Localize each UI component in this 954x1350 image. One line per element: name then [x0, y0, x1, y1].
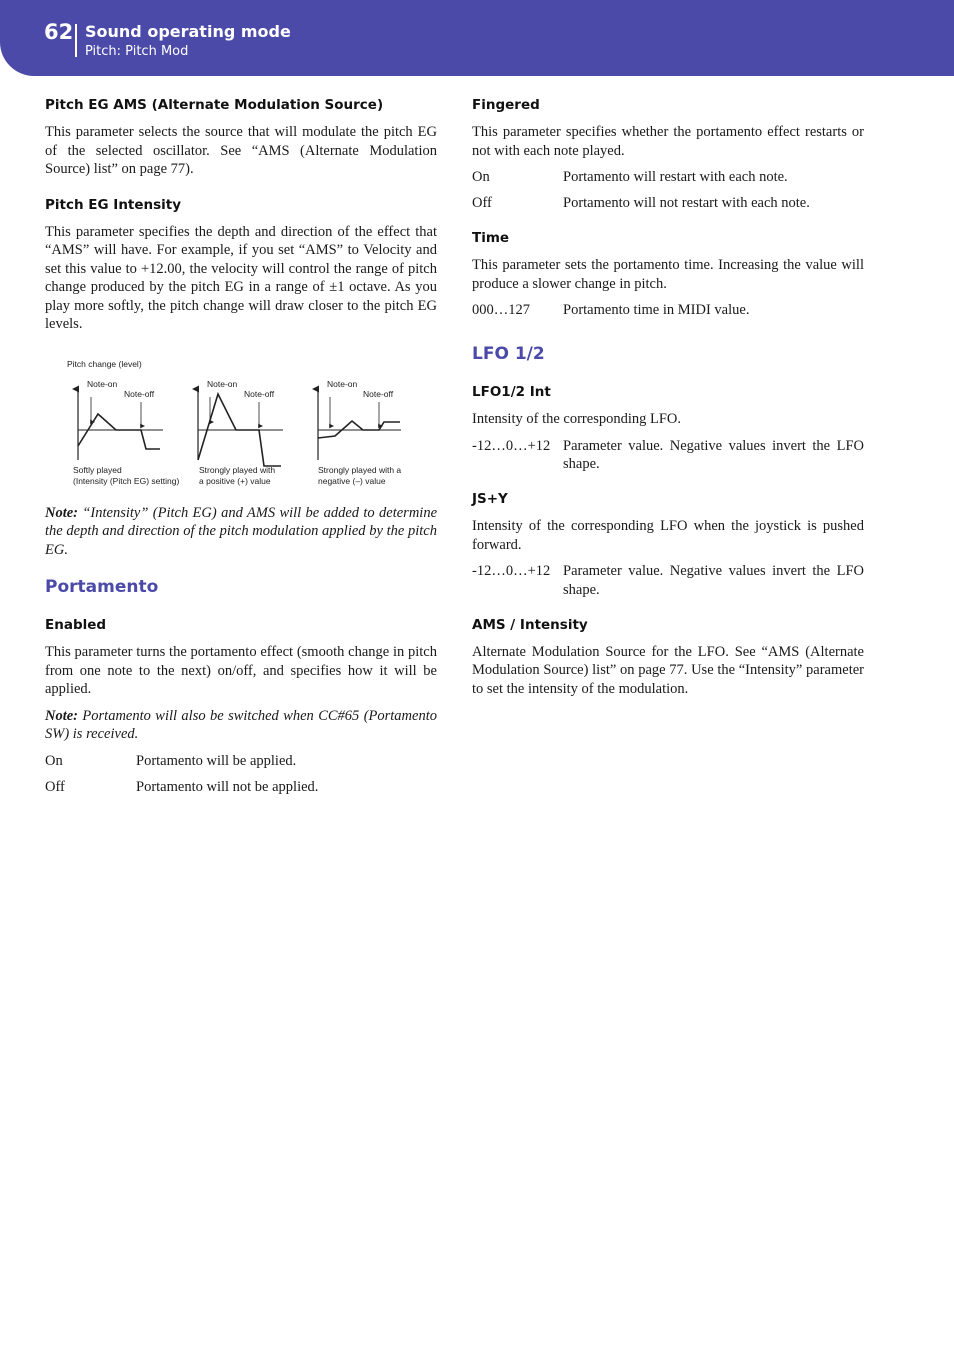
pitch-eg-intensity-heading: Pitch EG Intensity [45, 196, 182, 213]
note-on-label: Note-on [87, 378, 118, 389]
note-off-label: Note-off [124, 388, 155, 399]
note-on-label: Note-on [327, 378, 358, 389]
note-text: Portamento will also be switched when CC#65 (Portamento SW) is received. [45, 707, 437, 742]
lfo-heading: LFO 1/2 [472, 344, 545, 364]
param-key: 000…127 [472, 302, 530, 318]
param-value: Portamento will not be applied. [136, 778, 319, 795]
pitch-eg-ams-heading: Pitch EG AMS (Alternate Modulation Source) [45, 97, 384, 113]
param-key: -12…0…+12 [472, 563, 551, 579]
param-value: Portamento will restart with each note. [563, 169, 788, 185]
fingered-row [472, 194, 864, 213]
enabled-row [45, 778, 437, 797]
jsy-text: Intensity of the corresponding LFO when the joystick is pushed forward. [472, 518, 864, 553]
enabled-text: This parameter turns the portamento effect (smooth change in pitch from one note to the next) on/off, and specifies how it will be applied. [45, 644, 437, 697]
caption-softly-played: Softly played [73, 464, 122, 475]
fingered-heading: Fingered [472, 97, 540, 113]
right-column [472, 96, 864, 706]
param-key: Off [472, 195, 492, 211]
caption-negative-value: negative (–) value [318, 475, 386, 486]
fingered-row [472, 168, 864, 187]
time-row [472, 301, 864, 320]
pitch-change-diagram [45, 342, 437, 490]
pitch-change-diagram-svg [45, 342, 437, 490]
page-header [0, 0, 954, 76]
param-value: Parameter value. Negative values invert the LFO shape. [563, 563, 864, 598]
pitch-eg-ams-text: This parameter selects the source that will modulate the pitch EG of the selected oscillator. See “AMS (Alternate Modulation Source) list” on page 77). [45, 124, 437, 177]
caption-strongly-negative: Strongly played with a [318, 464, 402, 475]
caption-strongly-positive: Strongly played with [199, 464, 276, 475]
ams-intensity-text: Alternate Modulation Source for the LFO. See “AMS (Alternate Modulation Source) list” on page 77. Use the “Intensity” parameter to set the intensity of the modulation. [472, 643, 864, 697]
diagram-panel-softly-played [73, 379, 179, 486]
time-text: This parameter sets the portamento time. Increasing the value will produce a slower change in pitch. [472, 257, 864, 292]
note-on-label: Note-on [207, 378, 238, 389]
note-off-label: Note-off [244, 388, 275, 399]
param-value: Portamento will not restart with each note. [563, 195, 810, 211]
note-off-label: Note-off [363, 388, 394, 399]
diagram-axis-label: Pitch change (level) [67, 358, 142, 369]
note-label: Note: [45, 504, 79, 521]
param-key: Off [45, 778, 65, 795]
time-heading: Time [472, 230, 510, 246]
jsy-heading: JS+Y [472, 491, 508, 507]
portamento-heading: Portamento [45, 577, 159, 597]
page-number: 62 [44, 20, 74, 44]
section-subtitle: Pitch: Pitch Mod [85, 44, 189, 59]
note-intensity-ams [45, 504, 437, 560]
param-key: On [45, 752, 63, 769]
diagram-panel-negative-value [318, 379, 401, 486]
left-column [45, 96, 437, 804]
jsy-row [472, 562, 864, 599]
lfo-int-row [472, 437, 864, 474]
lfo-int-text: Intensity of the corresponding LFO. [472, 411, 682, 427]
diagram-panel-positive-value [198, 379, 283, 486]
section-title: Sound operating mode [85, 22, 291, 41]
lfo-int-heading: LFO1/2 Int [472, 384, 551, 400]
fingered-text: This parameter specifies whether the portamento effect restarts or not with each note played. [472, 124, 864, 159]
param-value: Parameter value. Negative values invert the LFO shape. [563, 437, 864, 472]
caption-intensity-setting: (Intensity (Pitch EG) setting) [73, 475, 180, 486]
enabled-row [45, 752, 437, 771]
pitch-eg-intensity-text: This parameter specifies the depth and direction of the effect that “AMS” will have. For example, if you set “AMS” to Velocity and set this value to +12.00, the velocity will control the range of pitch change produced by the pitch EG in a range of ±1 octave. As you play more softly, the pitch change will draw closer to the pitch EG levels. [45, 223, 437, 332]
note-label: Note: [45, 707, 79, 724]
caption-positive-value: a positive (+) value [199, 475, 271, 486]
note-text: “Intensity” (Pitch EG) and AMS will be added to determine the depth and direction of the pitch modulation applied by the pitch EG. [45, 504, 437, 558]
param-value: Portamento will be applied. [136, 752, 297, 769]
param-key: On [472, 169, 490, 185]
param-value: Portamento time in MIDI value. [563, 302, 750, 318]
header-divider [75, 24, 77, 57]
enabled-heading: Enabled [45, 617, 107, 633]
ams-intensity-heading: AMS / Intensity [472, 616, 588, 633]
param-key: -12…0…+12 [472, 437, 551, 454]
note-portamento-cc65 [45, 707, 437, 744]
